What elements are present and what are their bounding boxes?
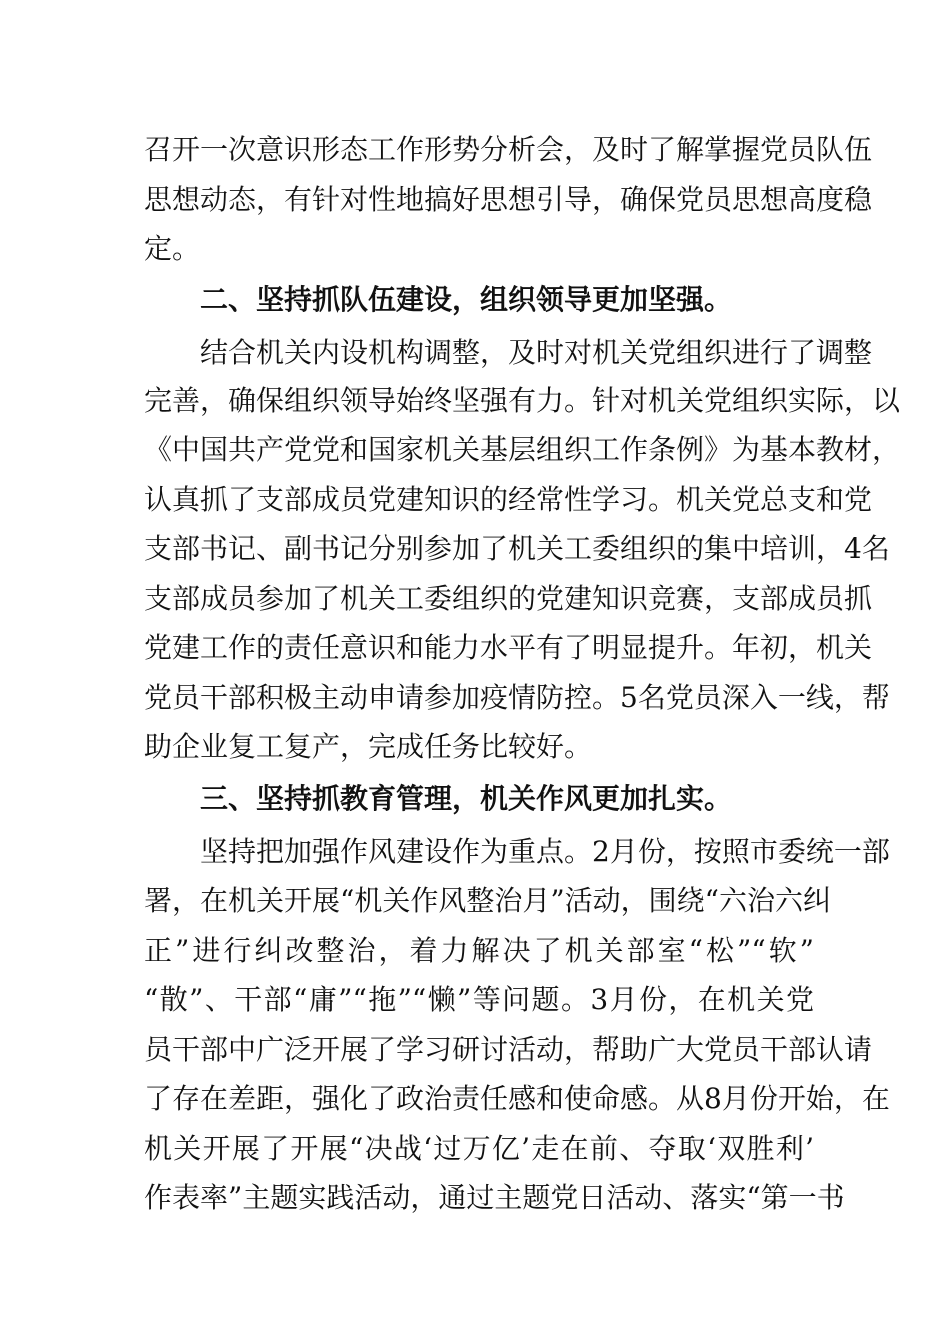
body-text-line: 正”进行纠改整治，着力解决了机关部室“松”“软” xyxy=(144,934,814,967)
body-text-line: 署，在机关开展“机关作风整治月”活动，围绕“六治六纠 xyxy=(144,884,831,917)
body-text-line: 《中国共产党党和国家机关基层组织工作条例》为基本教材， xyxy=(144,433,901,466)
body-text-line: 机关开展了开展“决战‘过万亿’走在前、夺取‘双胜利’ xyxy=(144,1132,814,1165)
section-heading-3: 三、坚持抓教育管理，机关作风更加扎实。 xyxy=(200,782,733,815)
body-text-line: 召开一次意识形态工作形势分析会，及时了解掌握党员队伍 xyxy=(144,133,873,166)
body-text-line: 支部成员参加了机关工委组织的党建知识竞赛，支部成员抓 xyxy=(144,582,873,615)
body-text-line: 了存在差距，强化了政治责任感和使命感。从8月份开始，在 xyxy=(144,1082,890,1115)
body-text-line: 坚持把加强作风建设作为重点。2月份，按照市委统一部 xyxy=(200,835,890,868)
body-text-line: 定。 xyxy=(144,232,201,265)
body-text-line: 结合机关内设机构调整，及时对机关党组织进行了调整 xyxy=(200,336,873,369)
body-text-line: 党建工作的责任意识和能力水平有了明显提升。年初，机关 xyxy=(144,631,873,664)
body-text-line: 员干部中广泛开展了学习研讨活动，帮助广大党员干部认请 xyxy=(144,1033,873,1066)
body-text-line: 作表率”主题实践活动，通过主题党日活动、落实“第一书 xyxy=(144,1181,845,1214)
body-text-line: 思想动态，有针对性地搞好思想引导，确保党员思想高度稳 xyxy=(144,183,873,216)
body-text-line: 认真抓了支部成员党建知识的经常性学习。机关党总支和党 xyxy=(144,483,873,516)
body-text-line: 完善，确保组织领导始终坚强有力。针对机关党组织实际，以 xyxy=(144,384,901,417)
body-text-line: “散”、干部“庸”“拖”“懒”等问题。3月份，在机关党 xyxy=(144,983,814,1016)
section-heading-2: 二、坚持抓队伍建设，组织领导更加坚强。 xyxy=(200,283,733,316)
body-text-line: 党员干部积极主动申请参加疫情防控。5名党员深入一线，帮 xyxy=(144,681,890,714)
body-text-line: 助企业复工复产，完成任务比较好。 xyxy=(144,730,593,763)
body-text-line: 支部书记、副书记分别参加了机关工委组织的集中培训，4名 xyxy=(144,532,890,565)
